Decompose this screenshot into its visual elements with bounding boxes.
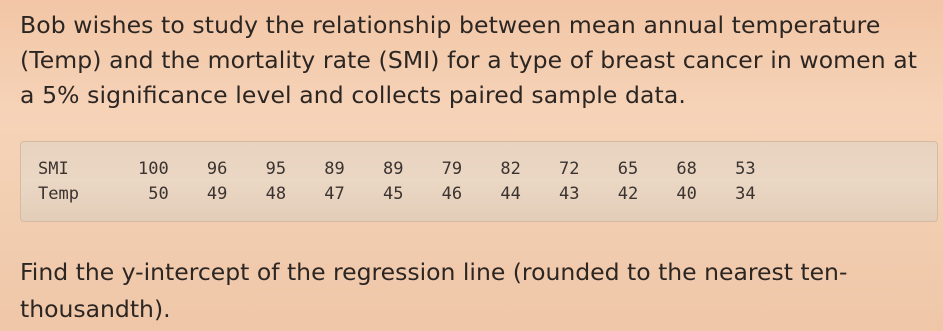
table-cell: 89 — [324, 158, 345, 179]
row-label-temp: Temp — [38, 183, 79, 204]
table-cell: 48 — [265, 183, 287, 204]
table-cell: 82 — [500, 158, 521, 179]
table-cell: 42 — [617, 183, 639, 204]
table-cell: 45 — [382, 183, 404, 204]
table-cell: 68 — [676, 158, 697, 179]
table-cell: 95 — [265, 158, 287, 179]
table-cell: 46 — [441, 183, 463, 204]
question-text: Bob wishes to study the relationship between mean annual temperature (Temp) and the mortality rate (SMI) for a type of breast cancer in women at a 5% signiﬁcance level and collects paired sample data. — [20, 11, 918, 109]
data-table-box — [20, 141, 938, 222]
table-cell: 49 — [206, 183, 228, 204]
table-cell: 47 — [324, 183, 345, 204]
table-cell: 43 — [559, 183, 580, 204]
table-cell: 53 — [735, 158, 756, 179]
table-row-temp — [38, 181, 756, 206]
table-cell: 100 — [137, 158, 169, 179]
row-label-smi: SMI — [38, 158, 69, 179]
table-cell: 72 — [559, 158, 580, 179]
table-cell: 79 — [441, 158, 463, 179]
data-table — [38, 156, 756, 206]
table-cell: 89 — [382, 158, 404, 179]
table-cell: 40 — [676, 183, 697, 204]
table-row-smi — [38, 156, 756, 181]
table-cell: 50 — [148, 183, 169, 204]
prompt-text: Find the y-intercept of the regression line (rounded to the nearest ten-thousandth). — [20, 258, 848, 323]
table-cell: 44 — [500, 183, 521, 204]
table-cell: 96 — [206, 158, 228, 179]
table-cell: 34 — [735, 183, 756, 204]
table-cell: 65 — [617, 158, 639, 179]
